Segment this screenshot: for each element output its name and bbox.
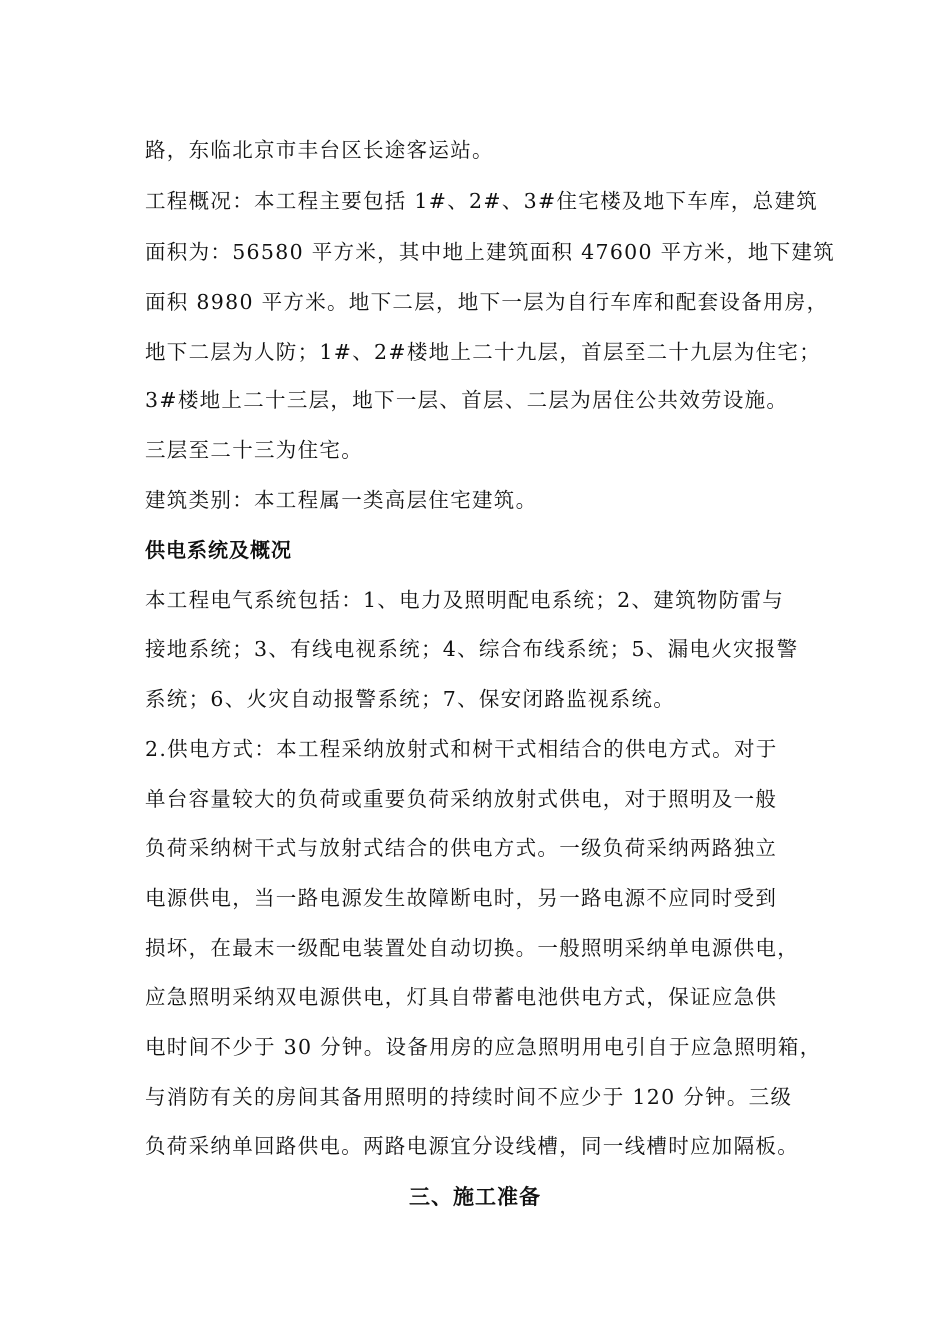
paragraph-line: 面积 8980 平方米。地下二层，地下一层为自行车库和配套设备用房， — [145, 290, 829, 314]
paragraph-line: 电时间不少于 30 分钟。设备用房的应急照明用电引自于应急照明箱， — [145, 1035, 822, 1059]
paragraph-line: 路，东临北京市丰台区长途客运站。 — [145, 138, 494, 162]
paragraph-line: 2.供电方式：本工程采纳放射式和树干式相结合的供电方式。对于 — [145, 737, 778, 761]
section-title: 三、施工准备 — [409, 1185, 541, 1209]
paragraph-line: 电源供电，当一路电源发生故障断电时，另一路电源不应同时受到 — [145, 886, 778, 910]
paragraph-line: 负荷采纳单回路供电。两路电源宜分设线槽，同一线槽时应加隔板。 — [145, 1134, 799, 1158]
paragraph-line: 面积为：56580 平方米，其中地上建筑面积 47600 平方米，地下建筑 — [145, 240, 836, 264]
paragraph-line: 工程概况：本工程主要包括 1#、2#、3#住宅楼及地下车库，总建筑 — [145, 189, 819, 213]
paragraph-line: 系统；6、火灾自动报警系统；7、保安闭路监视系统。 — [145, 687, 676, 711]
paragraph-line: 本工程电气系统包括：1、电力及照明配电系统；2、建筑物防雷与 — [145, 588, 785, 612]
paragraph-line: 三层至二十三为住宅。 — [145, 438, 363, 462]
paragraph-line: 单台容量较大的负荷或重要负荷采纳放射式供电，对于照明及一般 — [145, 787, 778, 811]
paragraph-line: 与消防有关的房间其备用照明的持续时间不应少于 120 分钟。三级 — [145, 1085, 793, 1109]
paragraph-line: 接地系统；3、有线电视系统；4、综合布线系统；5、漏电火灾报警 — [145, 637, 799, 661]
paragraph-line: 3#楼地上二十三层，地下一层、首层、二层为居住公共效劳设施。 — [145, 388, 789, 412]
section-heading: 供电系统及概况 — [145, 538, 292, 562]
paragraph-line: 负荷采纳树干式与放射式结合的供电方式。一级负荷采纳两路独立 — [145, 836, 778, 860]
paragraph-line: 应急照明采纳双电源供电，灯具自带蓄电池供电方式，保证应急供 — [145, 985, 778, 1009]
paragraph-line: 损坏，在最末一级配电装置处自动切换。一般照明采纳单电源供电， — [145, 936, 799, 960]
paragraph-line: 地下二层为人防；1#、2#楼地上二十九层，首层至二十九层为住宅； — [145, 340, 822, 364]
paragraph-line: 建筑类别：本工程属一类高层住宅建筑。 — [145, 488, 538, 512]
